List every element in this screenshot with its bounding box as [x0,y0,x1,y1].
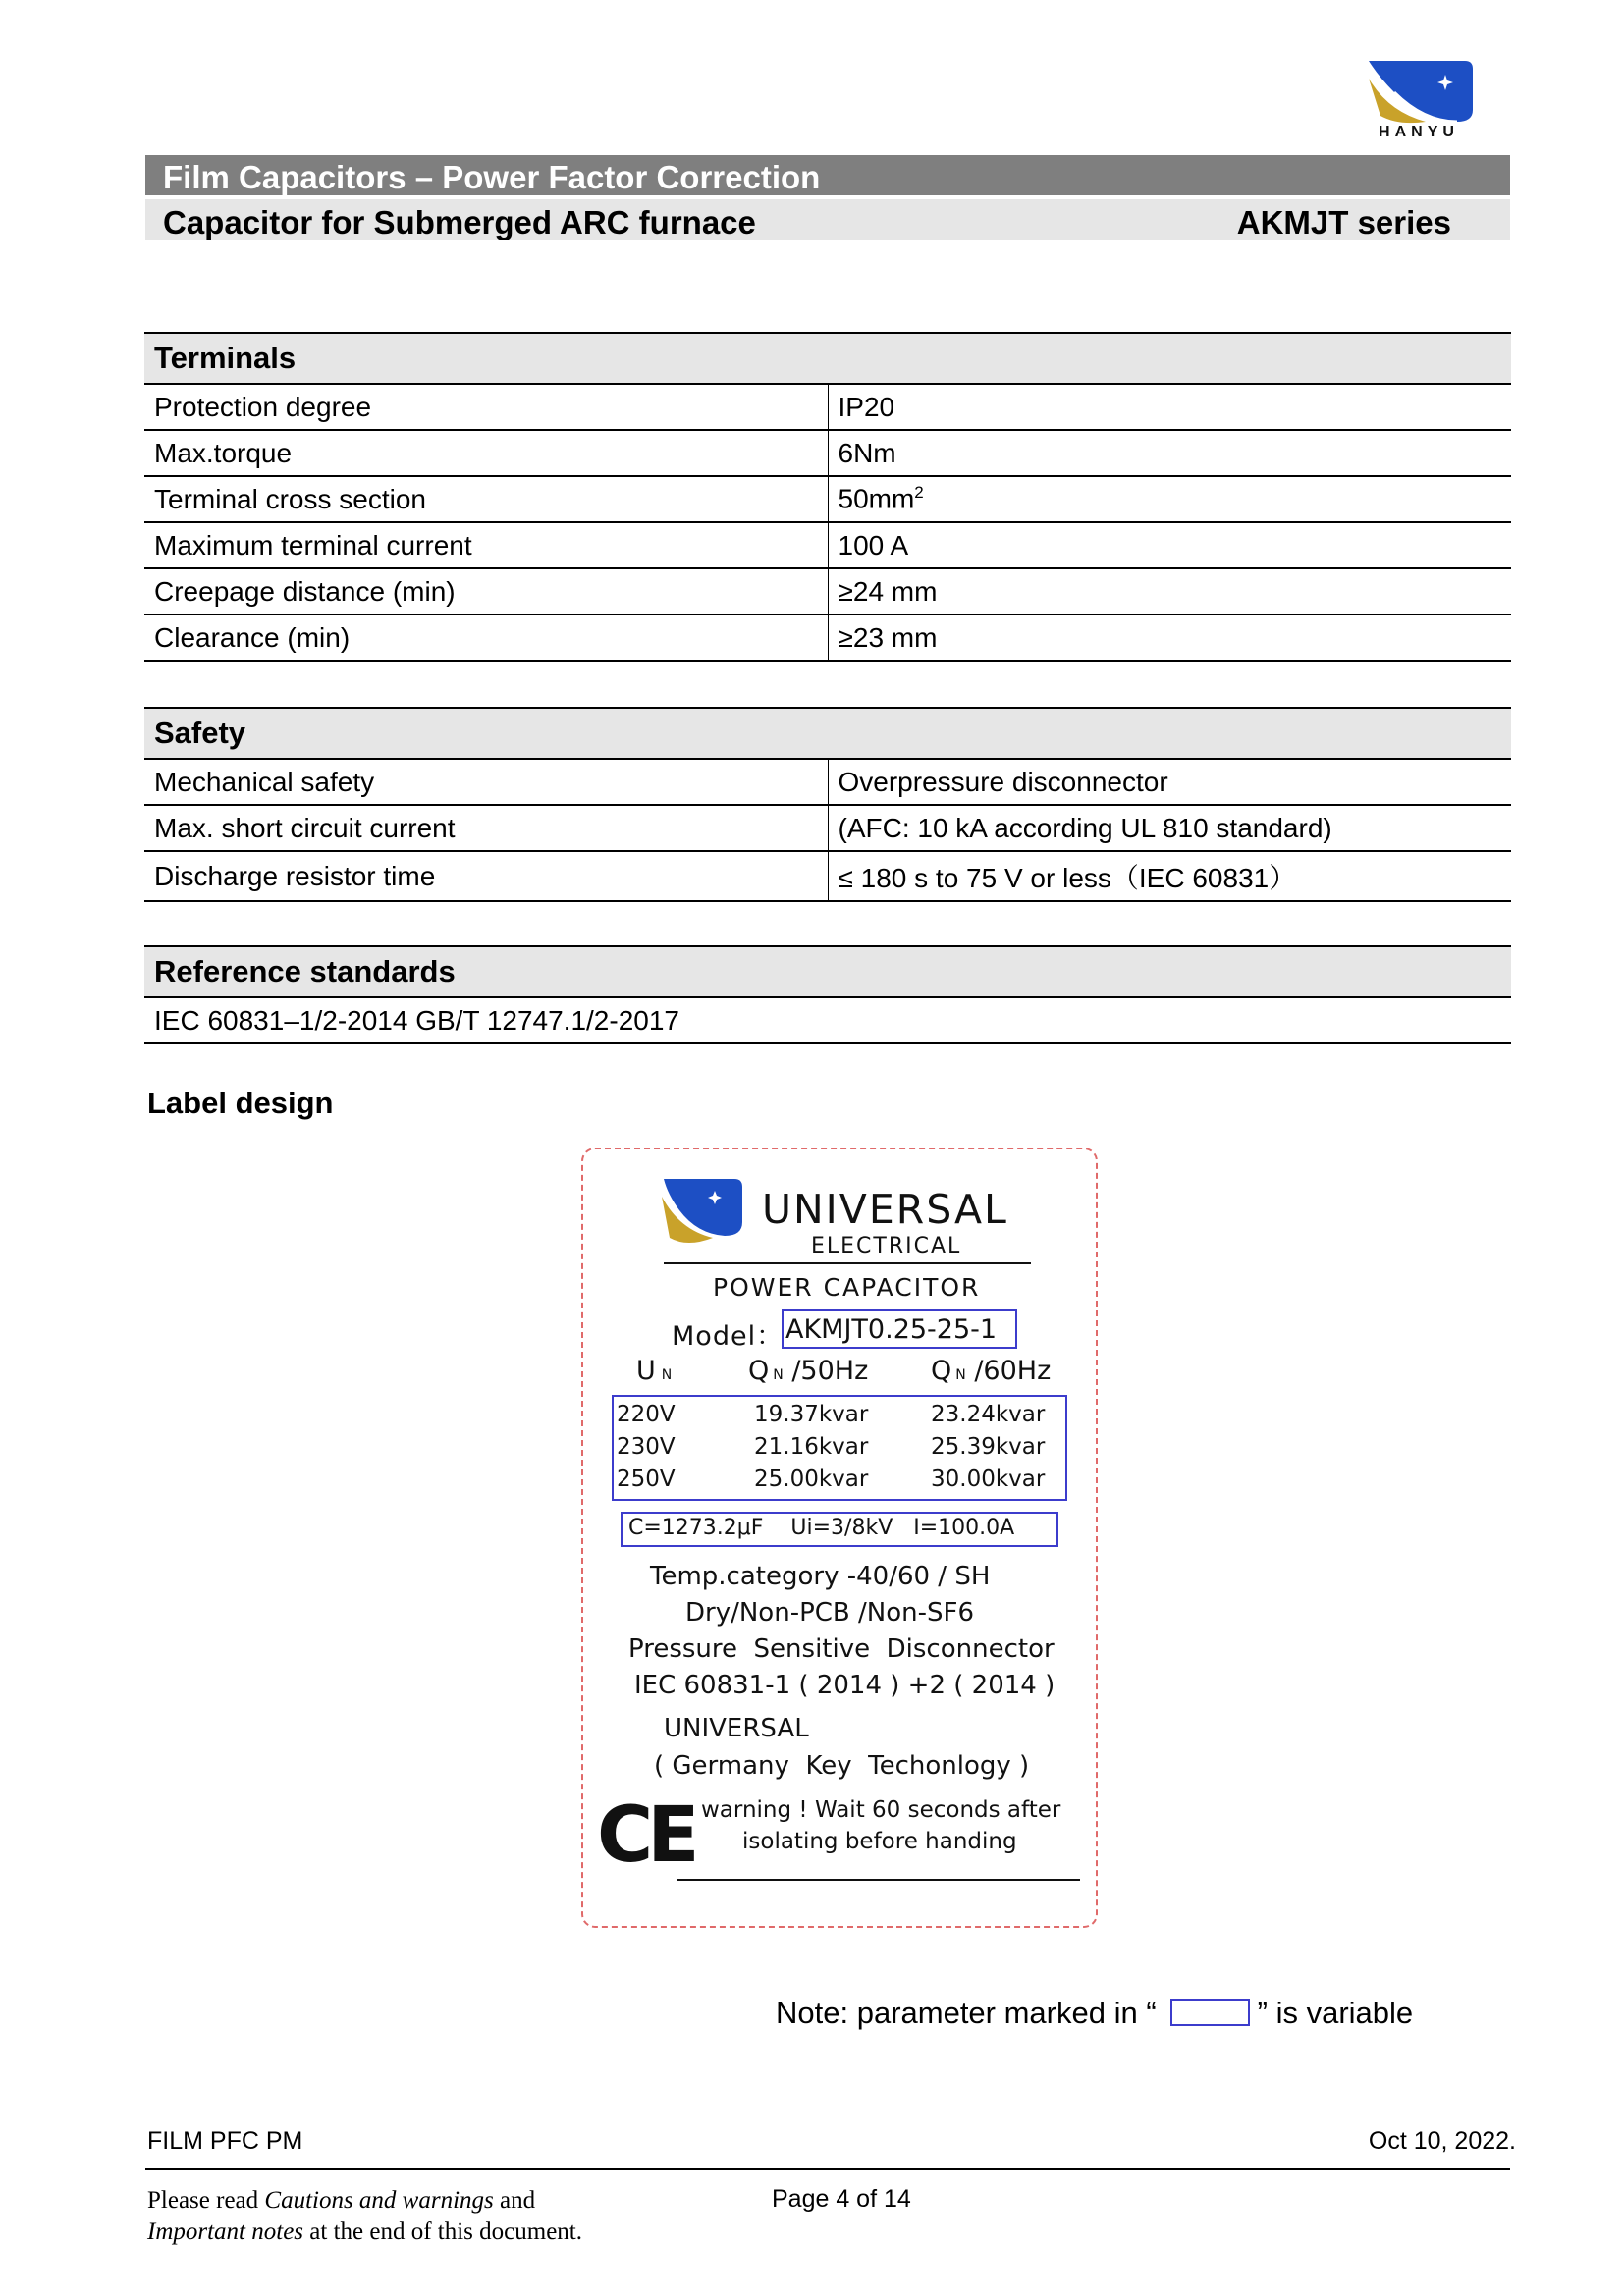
row-value: 6Nm [828,430,1511,476]
row-label: Protection degree [144,384,828,430]
label-temp: Temp.category -40/60 / SH [650,1562,991,1591]
ce-mark-icon: CE [597,1791,694,1880]
col-q50: Q N /50Hz [748,1356,869,1386]
label-product: POWER CAPACITOR [713,1273,981,1302]
reference-heading: Reference standards [144,946,1511,997]
footer-disclaimer: Please read Cautions and warnings and Important notes at the end of this document. [147,2187,582,2245]
row-value [828,476,1511,522]
row-value: ≥24 mm [828,568,1511,614]
table-row [144,384,1511,430]
row-value: ≥23 mm [828,614,1511,661]
label-warning-1: warning ! Wait 60 seconds after [701,1797,1061,1823]
reference-table [144,945,1511,1044]
page-title: Film Capacitors – Power Factor Correction [163,159,821,195]
row-value: (AFC: 10 kA according UL 810 standard) [828,805,1511,851]
row-value: ≤ 180 s to 75 V or less（IEC 60831） [828,851,1511,901]
rating-q60: 30.00kvar [931,1467,1046,1492]
rating-q50: 19.37kvar [754,1402,869,1427]
row-value: IP20 [828,384,1511,430]
variable-box [621,1512,1058,1547]
row-value: Overpressure disconnector [828,759,1511,805]
row-label: Clearance (min) [144,614,828,661]
label-model-prefix: Model： [672,1321,785,1352]
table-row [144,851,1511,901]
header-title-bar [145,155,1510,195]
superscript: 2 [914,483,924,503]
table-heading-row [144,333,1511,384]
label-model: AKMJT0.25-25-1 [785,1314,998,1345]
table-row [144,568,1511,614]
table-heading-row [144,708,1511,759]
table-heading-row [144,946,1511,997]
row-label: Mechanical safety [144,759,828,805]
rating-q60: 25.39kvar [931,1434,1046,1460]
label-iec: IEC 60831-1 ( 2014 ) +2 ( 2014 ) [634,1671,1056,1700]
important-notes-link: Important notes [147,2218,304,2245]
label-brand: UNIVERSAL [762,1186,1008,1233]
rating-q50: 21.16kvar [754,1434,869,1460]
safety-heading: Safety [144,708,1511,759]
page-number: Page 4 of 14 [772,2185,911,2213]
label-dry: Dry/Non-PCB /Non-SF6 [685,1598,974,1628]
page-subtitle: Capacitor for Submerged ARC furnace [163,204,756,240]
rating-u: 230V [617,1434,676,1460]
series-name: AKMJT series [1236,204,1451,240]
footer-doc-id: FILM PFC PM [147,2127,303,2155]
table-row [144,614,1511,661]
variable-note: Note: parameter marked in “ ” is variable [776,1996,1414,2030]
row-value: 100 A [828,522,1511,568]
rating-u: 250V [617,1467,676,1492]
row-label: Discharge resistor time [144,851,828,901]
universal-logo-icon [658,1177,746,1255]
table-row [144,805,1511,851]
safety-table [144,707,1511,902]
variable-box [782,1309,1017,1349]
capacitor-label [581,1148,1098,1928]
label-maker: UNIVERSAL [664,1714,809,1743]
row-label: Max. short circuit current [144,805,828,851]
row-value-text: 50mm [838,483,915,514]
label-warning-2: isolating before handing [742,1829,1017,1854]
table-row [144,476,1511,522]
table-row [144,997,1511,1043]
label-design-title: Label design [147,1086,334,1120]
col-q60: Q N /60Hz [931,1356,1052,1386]
terminals-heading: Terminals [144,333,1511,384]
row-label: Maximum terminal current [144,522,828,568]
label-brand-sub: ELECTRICAL [811,1234,962,1258]
rating-q50: 25.00kvar [754,1467,869,1492]
header-subtitle-bar [145,199,1510,240]
label-params: C=1273.2μF Ui=3/8kV I=100.0A [628,1516,1015,1540]
table-row [144,522,1511,568]
reference-text: IEC 60831–1/2-2014 GB/T 12747.1/2-2017 [144,997,1511,1043]
label-bottom-rule [677,1879,1080,1881]
row-label: Creepage distance (min) [144,568,828,614]
brand-name: HANYU [1379,124,1459,140]
row-label: Max.torque [144,430,828,476]
footer-rule [145,2168,1510,2170]
label-pressure: Pressure Sensitive Disconnector [628,1634,1055,1664]
table-row [144,759,1511,805]
rating-u: 220V [617,1402,676,1427]
label-germany: ( Germany Key Techonlogy ) [654,1751,1030,1781]
rating-q60: 23.24kvar [931,1402,1046,1427]
label-divider [664,1262,1031,1264]
terminals-table [144,332,1511,662]
col-un: U N [636,1356,673,1386]
table-row [144,430,1511,476]
cautions-link: Cautions and warnings [264,2187,494,2214]
row-label: Terminal cross section [144,476,828,522]
note-variable-box [1170,1999,1250,2026]
footer-date: Oct 10, 2022. [1368,2127,1516,2155]
